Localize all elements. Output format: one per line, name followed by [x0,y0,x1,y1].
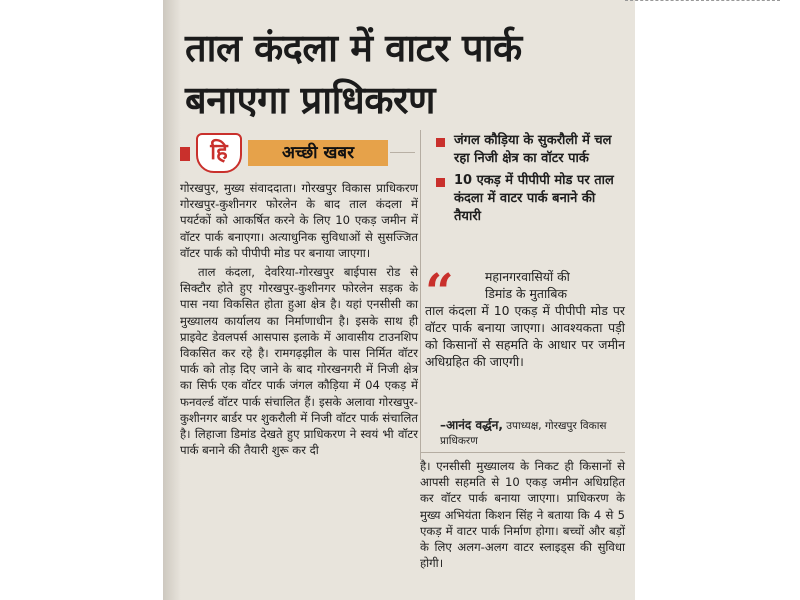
cut-edge [625,0,780,2]
highlight-bullets [430,132,620,230]
quote-line-2: डिमांड के मुताबिक [485,286,567,301]
tag-accent-bar [180,147,190,161]
divider [390,152,415,153]
column-divider [420,130,421,460]
bullet-text: जंगल कौड़िया के सुकरौली में चल रहा निजी क्षेत्र का वॉटर पार्क [454,133,612,166]
highlight-bullet [430,172,620,226]
paragraph-1: गोरखपुर, मुख्य संवाददाता। गोरखपुर विकास प्राधिकरण गोरखपुर-कुशीनगर फोरलेन के बाद ताल कंदला में पयर्टकों को आकर्षित करने के लिए 10 एकड़ जमीन में वॉटर पार्क बनाएगा। अत्याधुनिक सुविधाओं से सुसज्जित वॉटर पार्क को पीपीपी मोड पर बनाया जाएगा। [180,181,418,260]
bullet-square-icon [436,178,445,187]
quote-line-1: महानगरवासियों की [485,269,570,284]
section-divider [420,452,625,453]
quote-author: –आनंद वर्द्धन, [440,418,503,432]
quote-mark-icon: “ [425,262,454,321]
good-news-tag: अच्छी खबर [248,140,388,166]
quote-attribution [440,418,630,449]
highlight-bullet [430,132,620,168]
quote-body: ताल कंदला में 10 एकड़ में पीपीपी मोड पर वॉटर पार्क बनाया जाएगा। आवश्यकता पड़ी को किसानों से सहमति के आधार पर जमीन अधिग्रहित की जाएगी। [425,303,625,369]
headline-line-2: बनाएगा प्राधिकरण [185,78,435,122]
hindustan-logo-icon: हि [196,133,242,173]
bullet-text: 10 एकड़ में पीपीपी मोड पर ताल कंदला में वाटर पार्क बनाने की तैयारी [454,173,614,224]
headline [185,22,615,126]
headline-line-1: ताल कंदला में वाटर पार्क [185,26,522,70]
article-body-left [180,180,418,461]
page-edge-shadow [163,0,181,600]
paragraph-3: है। एनसीसी मुख्यालय के निकट ही किसानों से आपसी सहमति से 10 एकड़ जमीन अधिग्रहित कर वॉटर पार्क बनाया जाएगा। प्राधिकरण के मुख्य अभियंता किशन सिंह ने बताया कि 4 से 5 एकड़ में वाटर पार्क निर्माण होगा। बच्चों और बड़ों के लिए अलग-अलग वाटर स्लाइड्स की सुविधा होगी। [420,459,625,571]
quote-author-role: उपाध्यक्ष, गोरखपुर विकास प्राधिकरण [440,420,607,447]
article-body-right [420,458,625,571]
pull-quote [425,262,625,370]
paragraph-2: ताल कंदला, देवरिया-गोरखपुर बाईपास रोड से सिक्टौर होते हुए गोरखपुर-कुशीनगर फोरलेन सड़क के पास नया विकसित होता हुआ क्षेत्र है। यहां एनसीसी का मुख्यालय कार्यालय का निर्माणाधीन है। इसके साथ ही प्राइवेट डेवलपर्स आसपास इलाके में आवासीय टाउनशिप विकसित कर रहे है। रामगढ़झील के पास निर्मित वॉटर पार्क को तोड़ दिए जाने के बाद गोरखनगरी में निजी क्षेत्र का सिर्फ एक वॉटर पार्क जंगल कौड़िया में 04 एकड़ में फनवर्ल्ड वॉटर पार्क संचालित हैं। इसके अलावा गोरखपुर-कुशीनगर बार्डर पर शुकरौली में निजी वॉटर पार्क संचालित है। लिहाजा डिमांड देखते हुए प्राधिकरण ने स्वयं भी वॉटर पार्क बनाने की तैयारी शुरू कर दी [180,265,418,458]
bullet-square-icon [436,138,445,147]
